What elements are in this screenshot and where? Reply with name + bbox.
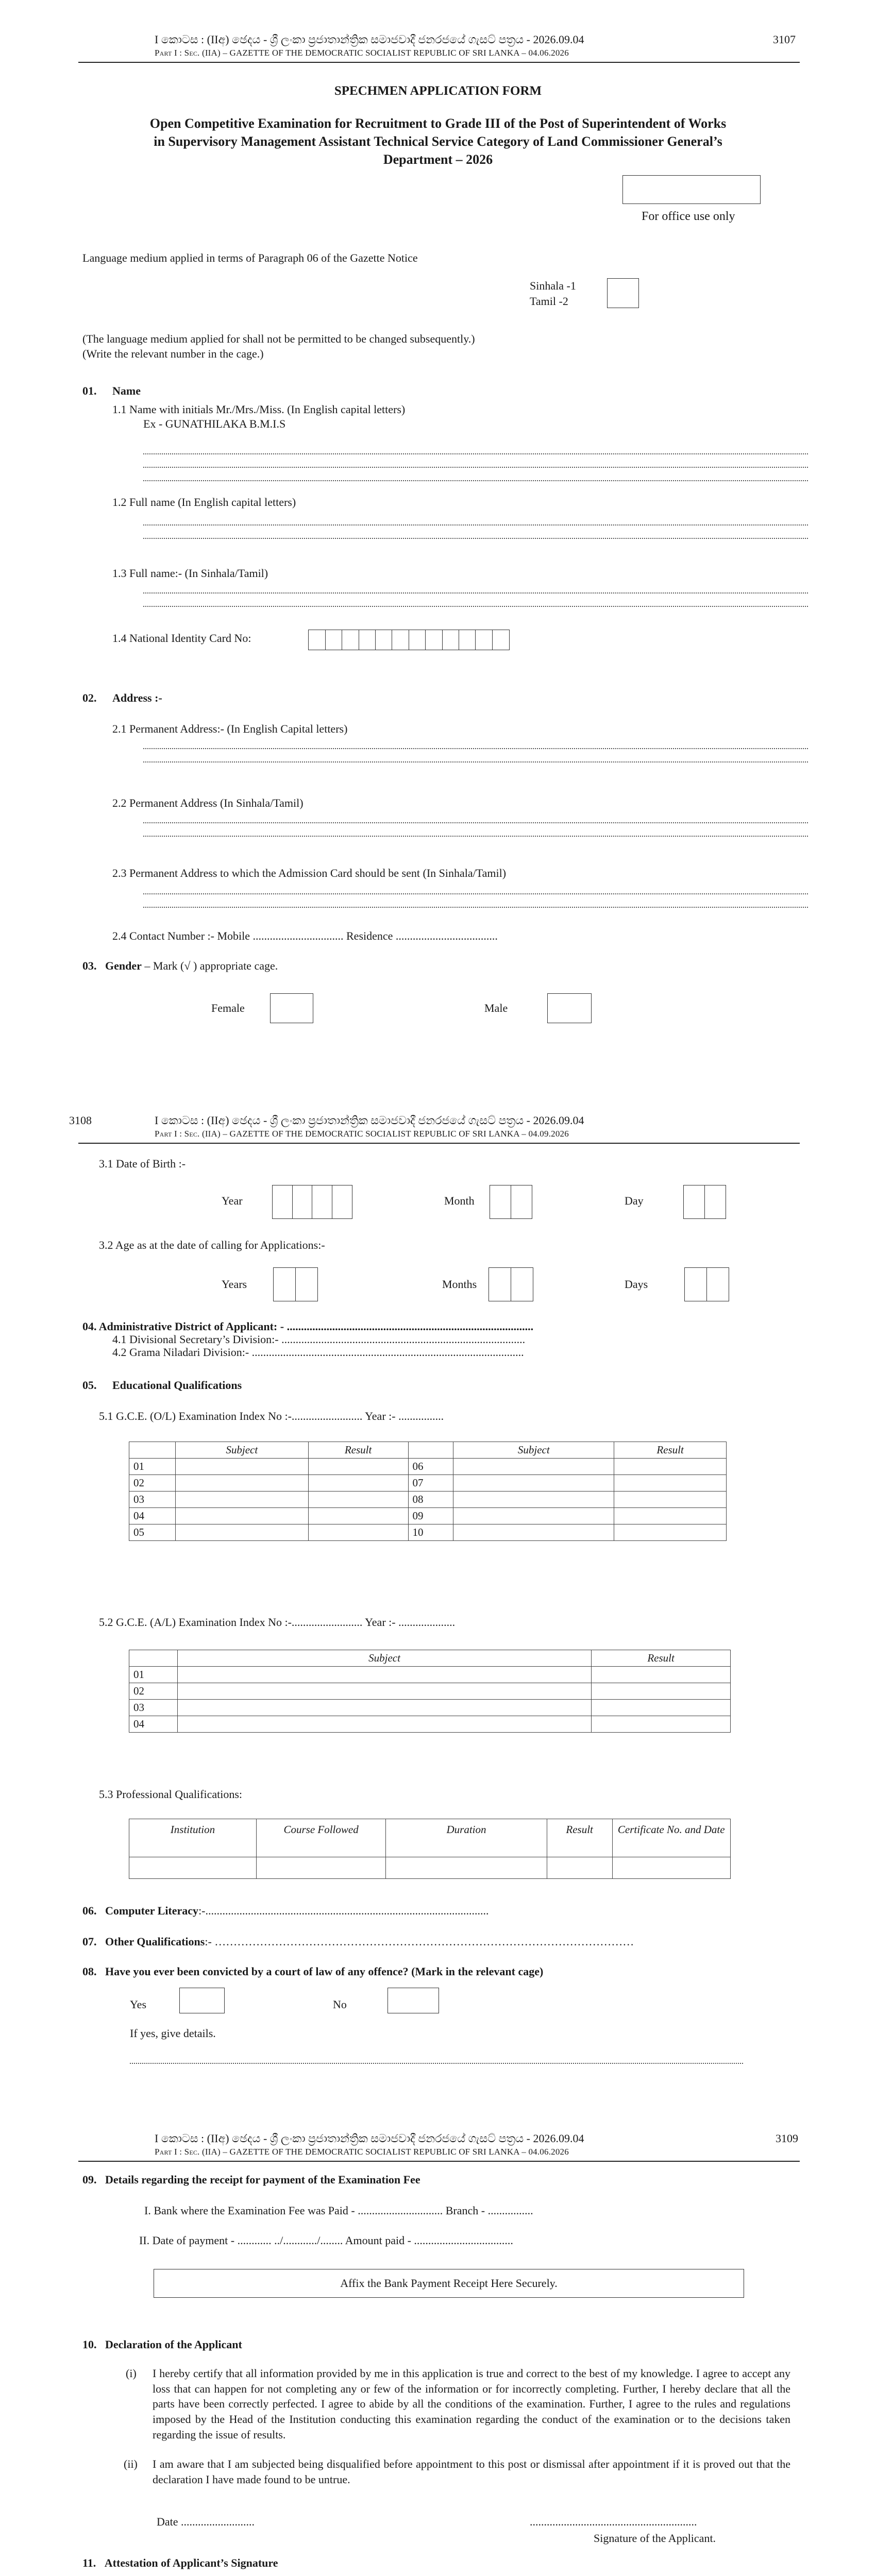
- result-cell[interactable]: [592, 1716, 731, 1733]
- table-row: [129, 1700, 731, 1716]
- gazette-part-label: Part I : Sec. (IIA): [155, 1129, 221, 1139]
- table-row: [129, 1683, 731, 1700]
- declaration-i-number: (i): [126, 2367, 137, 2380]
- full-name-english-line[interactable]: [143, 524, 808, 526]
- bank-paid-field[interactable]: I. Bank where the Examination Fee was Paid - .............................. Branch - ................: [144, 2204, 533, 2217]
- professional-qualifications-table: [129, 1819, 731, 1879]
- full-name-sinhala-tamil-line[interactable]: [143, 592, 808, 594]
- table-row: [129, 1857, 731, 1879]
- header-divider: [78, 62, 800, 63]
- al-exam-label: 5.2 G.C.E. (A/L) Examination Index No :-......................... Year :- ....................: [99, 1616, 456, 1629]
- result-cell[interactable]: [592, 1700, 731, 1716]
- nic-label: 1.4 National Identity Card No:: [112, 632, 251, 645]
- female-label: Female: [211, 1002, 245, 1014]
- dob-year-label: Year: [222, 1194, 243, 1207]
- dob-day-label: Day: [625, 1194, 644, 1207]
- table-header-cell: [129, 1650, 178, 1667]
- dob-month-cells[interactable]: [491, 1185, 532, 1219]
- language-instruction: (Write the relevant number in the cage.): [82, 347, 264, 360]
- table-header-cell: Subject: [453, 1442, 614, 1459]
- gazette-header-subtitle: [155, 47, 569, 59]
- result-cell[interactable]: [614, 1475, 727, 1492]
- nic-cell[interactable]: [409, 630, 426, 650]
- age-years-cells[interactable]: [274, 1267, 318, 1301]
- table-header-cell: Result: [614, 1442, 727, 1459]
- table-header-cell: Course Followed: [256, 1819, 385, 1857]
- male-label: Male: [484, 1002, 508, 1014]
- subject-cell[interactable]: [175, 1524, 308, 1541]
- full-name-sinhala-tamil-line[interactable]: [143, 606, 808, 607]
- gazette-header-sub: – GAZETTE OF THE DEMOCRATIC SOCIALIST REPUBLIC OF SRI LANKA – 04.06.2026: [220, 2147, 569, 2157]
- result-cell[interactable]: [308, 1459, 408, 1475]
- row-number: 07: [408, 1475, 453, 1492]
- address-sinhala-line[interactable]: [143, 836, 808, 837]
- divisional-secretary-field[interactable]: 4.1 Divisional Secretary’s Division:- ......................................................................................: [112, 1333, 526, 1346]
- language-medium-cage[interactable]: [607, 278, 639, 308]
- admission-address-line[interactable]: [143, 907, 808, 908]
- age-label: 3.2 Age as at the date of calling for Applications:-: [99, 1239, 325, 1251]
- age-months-cell[interactable]: [488, 1267, 511, 1301]
- row-number: 09: [408, 1508, 453, 1524]
- ol-exam-label: 5.1 G.C.E. (O/L) Examination Index No :-......................... Year :- ................: [99, 1410, 444, 1422]
- table-header-cell: [129, 1442, 176, 1459]
- dob-year-cell[interactable]: [272, 1185, 293, 1219]
- subject-cell[interactable]: [177, 1716, 591, 1733]
- result-cell[interactable]: [614, 1508, 727, 1524]
- conviction-yes-cage[interactable]: [179, 1988, 225, 2013]
- name-initials-line[interactable]: [143, 467, 808, 468]
- full-name-sinhala-tamil-label: 1.3 Full name:- (In Sinhala/Tamil): [112, 567, 268, 580]
- subject-cell[interactable]: [175, 1475, 308, 1492]
- nic-cell[interactable]: [325, 630, 343, 650]
- table-row: [129, 1459, 727, 1475]
- gazette-header-title: I කොටස : (IIඅ) ඡෙදය - ශ්‍රී ලංකා ප්‍රජාතාන්ත්‍රික සමාජවාදී ජනරජයේ ගැසට් පත්‍රය - 2026.09.04: [155, 33, 584, 46]
- table-header-row: [129, 1819, 731, 1857]
- section-01-number: 01.: [82, 384, 97, 397]
- permanent-address-sinhala-label: 2.2 Permanent Address (In Sinhala/Tamil): [112, 796, 304, 809]
- header-divider: [78, 2161, 800, 2162]
- table-header-cell: Result: [592, 1650, 731, 1667]
- address-english-line[interactable]: [143, 761, 808, 762]
- age-years-label: Years: [222, 1278, 247, 1291]
- administrative-district-label: 04. Administrative District of Applicant: - .......................................................................................: [82, 1320, 534, 1333]
- table-header-cell: Subject: [177, 1650, 591, 1667]
- header-divider: [78, 1143, 800, 1144]
- gazette-header-sub: – GAZETTE OF THE DEMOCRATIC SOCIALIST REPUBLIC OF SRI LANKA – 04.09.2026: [220, 1129, 569, 1139]
- row-number: 03: [129, 1700, 178, 1716]
- language-sinhala: Sinhala -1: [530, 279, 576, 292]
- section-03-label: Gender: [105, 959, 142, 972]
- nic-cell[interactable]: [342, 630, 359, 650]
- result-cell[interactable]: [614, 1459, 727, 1475]
- other-qualifications-field[interactable]: [82, 1934, 634, 1950]
- section-07-label: Other Qualifications: [105, 1935, 205, 1948]
- table-header-cell: [408, 1442, 453, 1459]
- section-09-heading: [82, 2172, 420, 2188]
- full-name-english-label: 1.2 Full name (In English capital letters): [112, 496, 296, 509]
- applicant-signature-line[interactable]: ...........................................................: [530, 2515, 697, 2528]
- dob-day-cells[interactable]: [684, 1185, 726, 1219]
- form-title-line-3: Department – 2026: [383, 152, 493, 167]
- result-cell[interactable]: [308, 1524, 408, 1541]
- section-08-label: Have you ever been convicted by a court of law of any offence? (Mark in the relevant cage): [105, 1965, 544, 1978]
- gazette-header-subtitle: [155, 2146, 569, 2158]
- computer-literacy-dots: :-....................................................................................................: [198, 1904, 489, 1917]
- conviction-no-cage[interactable]: [388, 1988, 439, 2013]
- table-row: [129, 1508, 727, 1524]
- section-02-number: 02.: [82, 691, 97, 704]
- admission-address-line[interactable]: [143, 893, 808, 894]
- admission-address-label: 2.3 Permanent Address to which the Admission Card should be sent (In Sinhala/Tamil): [112, 867, 507, 879]
- table-header-cell: Subject: [175, 1442, 308, 1459]
- age-months-label: Months: [442, 1278, 477, 1291]
- dob-month-cell[interactable]: [511, 1185, 532, 1219]
- declaration-ii-number: (ii): [124, 2458, 138, 2470]
- table-row: [129, 1667, 731, 1683]
- language-warning: (The language medium applied for shall not be permitted to be changed subsequently.): [82, 332, 475, 345]
- nic-cells[interactable]: [309, 630, 510, 650]
- table-header-cell: Institution: [129, 1819, 257, 1857]
- section-05-label: Educational Qualifications: [112, 1379, 242, 1392]
- declaration-ii-text: I am aware that I am subjected being disqualified before appointment to this post or dismissal after appointment if it is proved out that the declaration I have made found to be untrue.: [153, 2458, 790, 2486]
- language-tamil: Tamil -2: [530, 295, 568, 308]
- name-example: Ex - GUNATHILAKA B.M.I.S: [143, 417, 286, 430]
- table-header-row: [129, 1650, 731, 1667]
- result-cell[interactable]: [308, 1492, 408, 1508]
- dob-month-label: Month: [444, 1194, 475, 1207]
- row-number: 03: [129, 1492, 176, 1508]
- age-days-cell[interactable]: [706, 1267, 729, 1301]
- form-title-line-2: in Supervisory Management Assistant Technical Service Category of Land Commissioner General’s: [154, 134, 722, 149]
- section-09-label: Details regarding the receipt for payment of the Examination Fee: [105, 2173, 420, 2186]
- page-number: 3109: [776, 2132, 798, 2145]
- subject-cell[interactable]: [453, 1492, 614, 1508]
- full-name-english-line[interactable]: [143, 538, 808, 539]
- subject-cell[interactable]: [175, 1459, 308, 1475]
- declaration-i-text: I hereby certify that all information provided by me in this application is true and correct to the best of my knowledge. I agree to accept any loss that can happen for not completing any or few of the information or for incorrectly completing. Further, I hereby declare that all the parts have been correctly perfected. I agree to abide by all the conditions of the examination. Further, I agree to the rules and regulations imposed by the Head of the Institution conducting this examination regarding the conduct of the examination or to the decisions taken regarding the issue of results.: [153, 2367, 790, 2441]
- result-cell[interactable]: [592, 1683, 731, 1700]
- section-09-number: 09.: [82, 2173, 97, 2186]
- name-initials-line[interactable]: [143, 453, 808, 454]
- age-days-label: Days: [625, 1278, 648, 1291]
- result-cell[interactable]: [308, 1475, 408, 1492]
- row-number: 08: [408, 1492, 453, 1508]
- row-number: 01: [129, 1459, 176, 1475]
- subject-cell[interactable]: [175, 1492, 308, 1508]
- institution-cell[interactable]: [129, 1857, 257, 1879]
- male-cage[interactable]: [547, 993, 592, 1023]
- certificate-cell[interactable]: [612, 1857, 731, 1879]
- table-header-cell: Result: [547, 1819, 612, 1857]
- permanent-address-english-label: 2.1 Permanent Address:- (In English Capital letters): [112, 722, 348, 735]
- section-10-label: Declaration of the Applicant: [105, 2338, 242, 2351]
- conviction-details-line[interactable]: [130, 2063, 743, 2064]
- dob-year-cell[interactable]: [292, 1185, 313, 1219]
- subject-cell[interactable]: [177, 1700, 591, 1716]
- applicant-signature-label: Signature of the Applicant.: [594, 2532, 716, 2545]
- section-03-heading: [82, 958, 278, 974]
- table-row: [129, 1475, 727, 1492]
- page-number: 3107: [773, 33, 796, 46]
- conviction-no-label: No: [333, 1998, 347, 2011]
- bank-receipt-box[interactable]: [154, 2269, 744, 2298]
- form-heading: SPECHMEN APPLICATION FORM: [334, 84, 542, 98]
- grama-niladari-field[interactable]: 4.2 Grama Niladari Division:- ................................................................................................: [112, 1346, 524, 1359]
- subject-cell[interactable]: [177, 1683, 591, 1700]
- gazette-header-title: I කොටස : (IIඅ) ඡෙදය - ශ්‍රී ලංකා ප්‍රජාතාන්ත්‍රික සමාජවාදී ජනරජයේ ගැසට් පත්‍රය - 2026.09.04: [155, 1114, 584, 1127]
- nic-cell[interactable]: [492, 630, 510, 650]
- result-cell[interactable]: [308, 1508, 408, 1524]
- dob-day-cell[interactable]: [704, 1185, 726, 1219]
- result-cell[interactable]: [547, 1857, 612, 1879]
- section-03-number: 03.: [82, 959, 97, 972]
- section-08-heading: [82, 1964, 543, 1979]
- section-02-label: Address :-: [112, 691, 162, 704]
- nic-cell[interactable]: [392, 630, 409, 650]
- row-number: 02: [129, 1475, 176, 1492]
- result-cell[interactable]: [614, 1524, 727, 1541]
- nic-cell[interactable]: [475, 630, 493, 650]
- section-06-label: Computer Literacy: [105, 1904, 199, 1917]
- section-07-number: 07.: [82, 1935, 97, 1948]
- section-08-number: 08.: [82, 1965, 97, 1978]
- table-row: [129, 1716, 731, 1733]
- result-cell[interactable]: [614, 1492, 727, 1508]
- gazette-part-label: Part I : Sec. (IIA): [155, 2147, 221, 2157]
- nic-cell[interactable]: [425, 630, 443, 650]
- bank-receipt-instruction: Affix the Bank Payment Receipt Here Securely.: [340, 2277, 558, 2290]
- dob-month-cell[interactable]: [490, 1185, 511, 1219]
- name-initials-line[interactable]: [143, 480, 808, 481]
- row-number: 02: [129, 1683, 178, 1700]
- table-header-cell: Certificate No. and Date: [612, 1819, 731, 1857]
- computer-literacy-field[interactable]: [82, 1903, 489, 1919]
- section-11-number: 11.: [82, 2556, 96, 2569]
- row-number: 10: [408, 1524, 453, 1541]
- gender-instruction: – Mark (√ ) appropriate cage.: [141, 959, 278, 972]
- age-years-cell[interactable]: [273, 1267, 296, 1301]
- address-sinhala-line[interactable]: [143, 822, 808, 823]
- section-11-heading: [82, 2555, 278, 2571]
- table-row: [129, 1524, 727, 1541]
- office-use-box[interactable]: [622, 175, 761, 204]
- age-years-cell[interactable]: [295, 1267, 318, 1301]
- nic-cell[interactable]: [375, 630, 393, 650]
- subject-cell[interactable]: [453, 1524, 614, 1541]
- gazette-header-title: I කොටස : (IIඅ) ඡෙදය - ශ්‍රී ලංකා ප්‍රජාතාන්ත්‍රික සමාජවාදී ජනරජයේ ගැසට් පත්‍රය - 2026.09.04: [155, 2132, 584, 2145]
- dob-year-cell[interactable]: [332, 1185, 352, 1219]
- row-number: 04: [129, 1716, 178, 1733]
- contact-number-label[interactable]: 2.4 Contact Number :- Mobile ................................ Residence ....................................: [112, 929, 498, 942]
- payment-date-field[interactable]: II. Date of payment - ............ ../............/........ Amount paid - ...................................: [139, 2234, 513, 2247]
- gazette-header-subtitle: [155, 1128, 569, 1140]
- dob-day-cell[interactable]: [683, 1185, 705, 1219]
- row-number: 06: [408, 1459, 453, 1475]
- nic-cell[interactable]: [359, 630, 376, 650]
- other-qualifications-dots: :- …………………………………………………………………………………………………: [205, 1935, 634, 1948]
- conviction-yes-label: Yes: [130, 1998, 147, 2011]
- section-01-label: Name: [112, 384, 141, 397]
- dob-year-cells[interactable]: [273, 1185, 352, 1219]
- subject-cell[interactable]: [175, 1508, 308, 1524]
- table-header-cell: Result: [308, 1442, 408, 1459]
- section-06-number: 06.: [82, 1904, 97, 1917]
- table-header-cell: Duration: [386, 1819, 547, 1857]
- table-row: [129, 1492, 727, 1508]
- age-months-cells[interactable]: [490, 1267, 533, 1301]
- dob-year-cell[interactable]: [312, 1185, 332, 1219]
- age-months-cell[interactable]: [511, 1267, 533, 1301]
- result-cell[interactable]: [592, 1667, 731, 1683]
- row-number: 04: [129, 1508, 176, 1524]
- al-results-table: [129, 1650, 731, 1733]
- conviction-details-label: If yes, give details.: [130, 2027, 216, 2040]
- section-05-number: 05.: [82, 1379, 97, 1392]
- duration-cell[interactable]: [386, 1857, 547, 1879]
- section-10-heading: [82, 2337, 242, 2352]
- nic-cell[interactable]: [442, 630, 460, 650]
- age-days-cells[interactable]: [685, 1267, 729, 1301]
- date-of-birth-label: 3.1 Date of Birth :-: [99, 1157, 186, 1170]
- gazette-part-label: Part I : Sec. (IIA): [155, 48, 221, 58]
- applicant-date-field[interactable]: Date ..........................: [157, 2515, 255, 2528]
- nic-cell[interactable]: [459, 630, 476, 650]
- female-cage[interactable]: [270, 993, 313, 1023]
- course-cell[interactable]: [256, 1857, 385, 1879]
- row-number: 05: [129, 1524, 176, 1541]
- ol-results-table: [129, 1442, 727, 1541]
- row-number: 01: [129, 1667, 178, 1683]
- gazette-header-sub: – GAZETTE OF THE DEMOCRATIC SOCIALIST REPUBLIC OF SRI LANKA – 04.06.2026: [220, 48, 569, 58]
- table-header-row: [129, 1442, 727, 1459]
- section-10-number: 10.: [82, 2338, 97, 2351]
- office-use-label: For office use only: [642, 210, 735, 223]
- address-english-line[interactable]: [143, 748, 808, 749]
- name-initials-label: 1.1 Name with initials Mr./Mrs./Miss. (In English capital letters): [112, 403, 406, 416]
- subject-cell[interactable]: [177, 1667, 591, 1683]
- language-note: Language medium applied in terms of Paragraph 06 of the Gazette Notice: [82, 251, 418, 264]
- subject-cell[interactable]: [453, 1508, 614, 1524]
- nic-cell[interactable]: [308, 630, 326, 650]
- age-days-cell[interactable]: [684, 1267, 707, 1301]
- subject-cell[interactable]: [453, 1459, 614, 1475]
- page-number: 3108: [69, 1114, 92, 1127]
- section-11-label: Attestation of Applicant’s Signature: [104, 2556, 278, 2569]
- form-title-line-1: Open Competitive Examination for Recruitment to Grade III of the Post of Superintendent of Works: [149, 116, 727, 131]
- subject-cell[interactable]: [453, 1475, 614, 1492]
- professional-qualifications-label: 5.3 Professional Qualifications:: [99, 1788, 243, 1801]
